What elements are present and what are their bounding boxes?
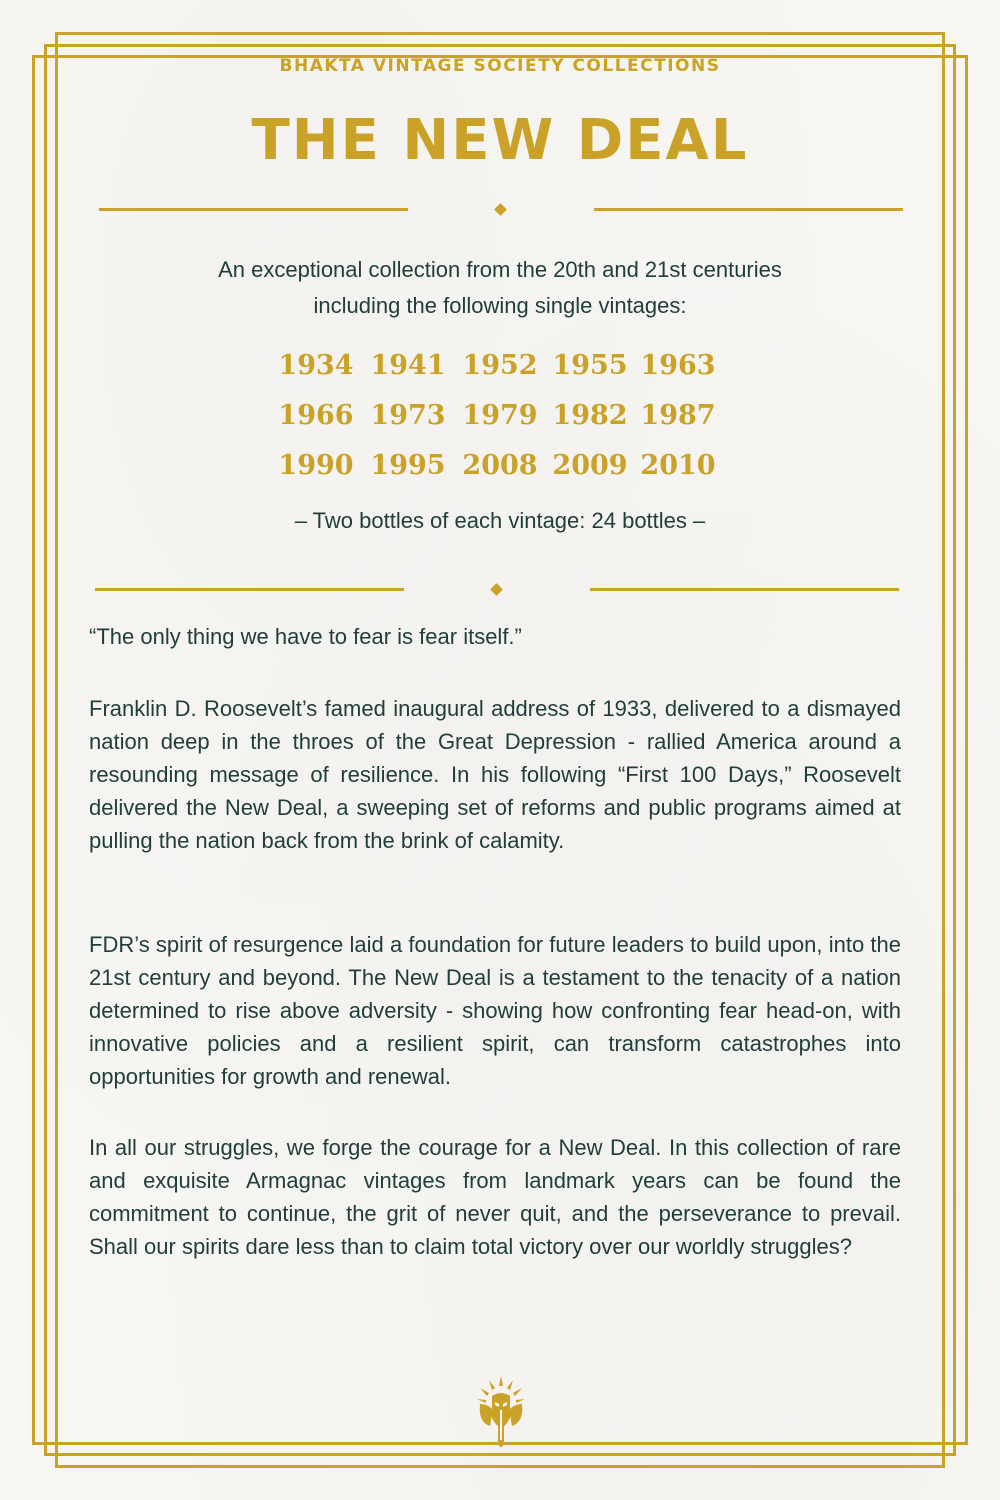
divider-right-middle xyxy=(590,588,899,591)
divider-left-top xyxy=(99,208,408,211)
divider-right-top xyxy=(594,208,903,211)
vintage-year: 1973 xyxy=(370,399,446,431)
vintage-year: 1987 xyxy=(640,399,716,431)
paragraph-1: Franklin D. Roosevelt’s famed inaugural address of 1933, delivered to a dismayed nation deep in the throes of the Great Depression - rallied America around a resounding message of resilience. In his following “First 100 Days,” Roosevelt delivered the New Deal, a sweeping set of reforms and public programs aimed at pulling the nation back from the brink of calamity. xyxy=(89,696,901,853)
vintage-year: 1990 xyxy=(278,449,354,481)
paragraph-2: FDR’s spirit of resurgence laid a foundation for future leaders to build upon, into the 21st century and beyond. The New Deal is a testament to the tenacity of a nation determined to rise above adversity - showing how confronting fear head-on, with innovative policies and a resilient spirit, can transform catastrophes into opportunities for growth and renewal. xyxy=(89,932,901,1089)
vintage-year: 1963 xyxy=(640,349,716,381)
intro-text xyxy=(150,252,850,324)
vintage-year: 1982 xyxy=(552,399,628,431)
vintage-year: 1966 xyxy=(278,399,354,431)
vintage-year: 1979 xyxy=(462,399,538,431)
vintage-year: 2010 xyxy=(640,449,716,481)
bottles-note: – Two bottles of each vintage: 24 bottles – xyxy=(294,508,706,533)
vintage-year: 1952 xyxy=(462,349,538,381)
divider-left-middle xyxy=(95,588,404,591)
brand-name: BHAKTA VINTAGE SOCIETY COLLECTIONS xyxy=(279,56,721,76)
elephant-sunburst-icon xyxy=(474,1374,528,1450)
quote: “The only thing we have to fear is fear itself.” xyxy=(89,624,522,649)
vintage-year: 2008 xyxy=(462,449,538,481)
page-title: THE NEW DEAL xyxy=(251,108,749,173)
vintage-year: 1941 xyxy=(370,349,446,381)
vintage-year: 2009 xyxy=(552,449,628,481)
paragraph-3: In all our struggles, we forge the courage for a New Deal. In this collection of rare and exquisite Armagnac vintages from landmark years can be found the commitment to continue, the grit of never quit, and the perseverance to prevail. Shall our spirits dare less than to claim total victory over our worldly struggles? xyxy=(89,1135,901,1259)
vintage-year: 1934 xyxy=(278,349,354,381)
vintage-year: 1955 xyxy=(552,349,628,381)
intro-line-1: An exceptional collection from the 20th and 21st centuries xyxy=(218,257,782,282)
intro-line-2: including the following single vintages: xyxy=(313,293,687,318)
vintage-year: 1995 xyxy=(370,449,446,481)
vintage-grid xyxy=(270,340,730,490)
